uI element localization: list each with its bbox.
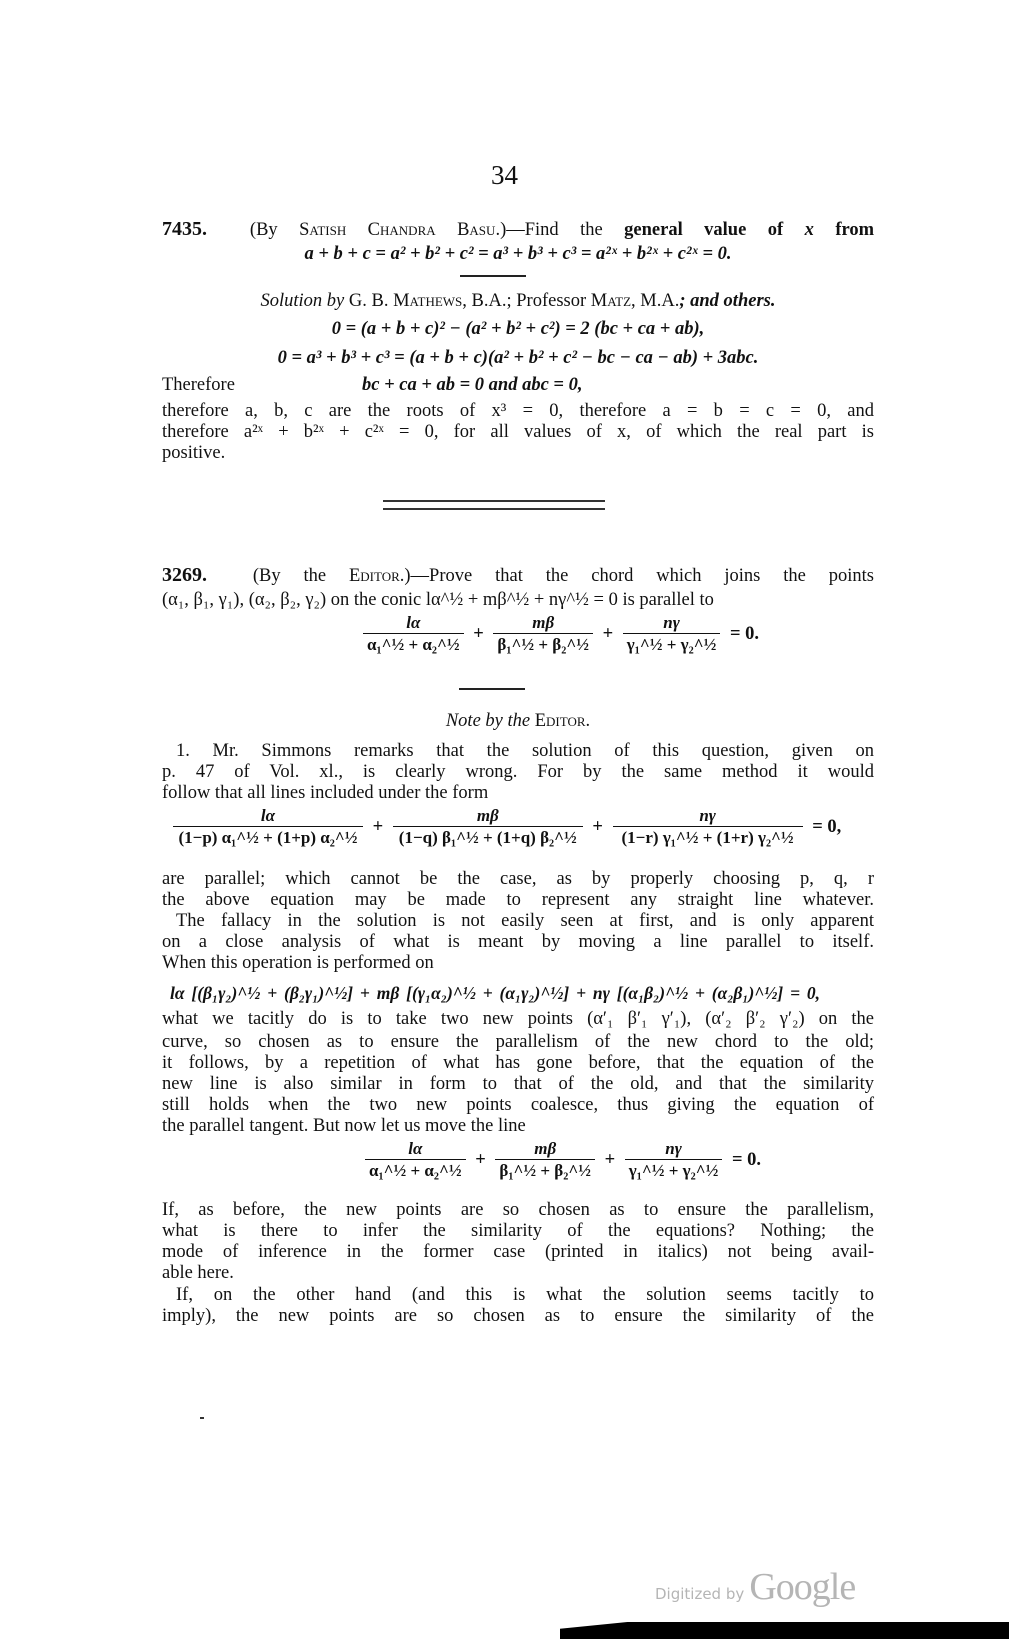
denominator: α₁^½ + α₂^½ xyxy=(365,1159,466,1182)
plus-sign: + xyxy=(475,1150,486,1170)
numerator: lα xyxy=(406,613,421,632)
move-equation xyxy=(362,1139,763,1182)
watermark-prefix: Digitized by xyxy=(655,1585,745,1603)
note-paragraph-line: able here. xyxy=(162,1263,234,1283)
short-divider xyxy=(460,275,526,277)
plus-sign: + xyxy=(592,817,603,837)
numerator: lα xyxy=(260,806,276,825)
note-paragraph-line: it follows, by a repetition of what has gone before, that the equation of the xyxy=(162,1053,874,1073)
digitized-by-google-watermark xyxy=(655,1565,855,1609)
denominator: β₁^½ + β₂^½ xyxy=(495,1159,595,1182)
note-heading xyxy=(162,710,874,732)
fraction-term xyxy=(173,806,363,849)
fraction-term xyxy=(623,613,721,656)
solution-equation-2: 0 = a³ + b³ + c³ = (a + b + c)(a² + b² + c² − bc − ca − ab) + 3abc. xyxy=(277,348,759,368)
denominator: (1−r) γ₁^½ + (1+r) γ₂^½ xyxy=(613,826,803,849)
separator: ; Professor xyxy=(506,291,591,311)
fraction-term xyxy=(493,613,593,656)
fraction-term xyxy=(495,1139,595,1182)
numerator: nγ xyxy=(699,806,716,825)
equals-zero: = 0, xyxy=(812,817,842,837)
from-word: from xyxy=(835,220,875,240)
note-paragraph-line: still holds when the two new points coalesce, thus giving the equation of xyxy=(162,1095,874,1115)
numerator: nγ xyxy=(665,1139,682,1158)
question-number: 7435. xyxy=(162,218,207,240)
solution-heading xyxy=(162,290,874,312)
fraction-term xyxy=(613,806,803,849)
scan-speck xyxy=(200,1417,204,1419)
numerator: mβ xyxy=(532,613,555,632)
denominator: γ₁^½ + γ₂^½ xyxy=(625,1159,723,1182)
short-divider xyxy=(459,688,525,690)
plus-sign: + xyxy=(372,817,384,837)
note-paragraph-line: If, on the other hand (and this is what the solution seems tacitly to xyxy=(176,1285,874,1305)
author-name: Satish Chandra Basu xyxy=(299,220,496,240)
byline-open: (By the xyxy=(252,566,349,586)
plus-sign: + xyxy=(602,624,614,644)
equals-zero: = 0. xyxy=(731,1150,761,1170)
solution-equation-3: bc + ca + ab = 0 and abc = 0, xyxy=(362,375,583,395)
fraction-term xyxy=(363,613,464,656)
note-paragraph-line: the above equation may be made to represent any straight line whatever. xyxy=(162,890,874,910)
note-paragraph-line: p. 47 of Vol. xl., is clearly wrong. For by the same method it would xyxy=(162,762,874,782)
note-paragraph-line: on a close analysis of what is meant by moving a line parallel to itself. xyxy=(162,932,874,952)
note-author: Editor. xyxy=(534,711,591,731)
equals-zero: = 0. xyxy=(729,624,759,644)
note-paragraph-line: The fallacy in the solution is not easily seen at first, and is only apparent xyxy=(176,911,874,931)
question-3269-header xyxy=(162,564,874,587)
fraction-term xyxy=(365,1139,466,1182)
byline-open: (By xyxy=(249,220,300,240)
page-number: 34 xyxy=(491,160,518,190)
plus-sign: + xyxy=(604,1150,616,1170)
variable-x: x xyxy=(804,220,814,240)
fraction-term xyxy=(625,1139,723,1182)
note-paragraph-line: what we tacitly do is to take two new points (α′₁ β′₁ γ′₁), (α′₂ β′₂ γ′₂) on the xyxy=(162,1009,874,1029)
denominator: γ₁^½ + γ₂^½ xyxy=(623,633,721,656)
question-7435-equation: a + b + c = a² + b² + c² = a³ + b³ + c³ = a²ˣ + b²ˣ + c²ˣ = 0. xyxy=(304,244,732,264)
byline-close: .)—Find the xyxy=(495,220,603,240)
author-name: Editor xyxy=(348,566,400,586)
question-3269-line-2: (α₁, β₁, γ₁), (α₂, β₂, γ₂) on the conic lα^½ + mβ^½ + nγ^½ = 0 is parallel to xyxy=(162,590,714,610)
therefore-label: Therefore xyxy=(162,375,235,395)
numerator: nγ xyxy=(663,613,680,632)
solver-name: G. B. Mathews, B.A. xyxy=(348,291,507,311)
and-others: ; and others. xyxy=(679,291,776,311)
note-paragraph-line: are parallel; which cannot be the case, as by properly choosing p, q, r xyxy=(162,869,874,889)
plus-sign: + xyxy=(473,624,484,644)
note-paragraph-line: follow that all lines included under the form xyxy=(162,783,489,803)
solution-equation-1: 0 = (a + b + c)² − (a² + b² + c²) = 2 (bc + ca + ab), xyxy=(331,319,705,339)
fraction-term xyxy=(393,806,583,849)
therefore-line xyxy=(162,374,874,396)
solution-text-line: therefore a²ˣ + b²ˣ + c²ˣ = 0, for all values of x, of which the real part is xyxy=(162,422,874,442)
note-paragraph-line: 1. Mr. Simmons remarks that the solution of this question, given on xyxy=(176,741,874,761)
note-paragraph-line: imply), the new points are so chosen as to ensure the similarity of the xyxy=(162,1306,874,1326)
denominator: β₁^½ + β₂^½ xyxy=(493,633,593,656)
note-paragraph-line: curve, so chosen as to ensure the parallelism of the new chord to the old; xyxy=(162,1032,874,1052)
note-paragraph-line: the parallel tangent. But now let us move the line xyxy=(162,1116,526,1136)
note-paragraph-line: new line is also similar in form to that of the old, and that the similarity xyxy=(162,1074,874,1094)
denominator: (1−p) α₁^½ + (1+p) α₂^½ xyxy=(173,826,363,849)
scan-edge-shadow xyxy=(560,1622,1009,1639)
question-7435-header xyxy=(162,218,874,241)
solution-label: Solution by xyxy=(260,291,345,311)
note-paragraph-line: If, as before, the new points are so chosen as to ensure the parallelism, xyxy=(162,1200,874,1220)
google-logo: Google xyxy=(749,1566,856,1608)
note-paragraph-line: what is there to infer the similarity of the equations? Nothing; the xyxy=(162,1221,874,1241)
numerator: mβ xyxy=(534,1139,557,1158)
denominator: (1−q) β₁^½ + (1+q) β₂^½ xyxy=(393,826,583,849)
note-paragraph-line: mode of inference in the former case (printed in italics) not being avail- xyxy=(162,1242,874,1262)
solution-text-line: positive. xyxy=(162,443,226,463)
form-equation xyxy=(170,806,843,849)
numerator: lα xyxy=(408,1139,423,1158)
numerator: mβ xyxy=(476,806,499,825)
byline-close: .)—Prove that the chord which joins the points xyxy=(399,566,875,586)
bold-phrase: general value of xyxy=(624,220,784,240)
note-label: Note by the xyxy=(445,711,531,731)
denominator: α₁^½ + α₂^½ xyxy=(363,633,464,656)
fraction-equation xyxy=(360,613,761,656)
solver-name: Matz, M.A. xyxy=(590,291,680,311)
question-number: 3269. xyxy=(162,564,207,586)
note-paragraph-line: When this operation is performed on xyxy=(162,953,434,973)
long-equation: lα [(β₁γ₂)^½ + (β₂γ₁)^½] + mβ [(γ₁α₂)^½ + (α₁γ₂)^½] + nγ [(α₁β₂)^½ + (α₂β₁)^½] = 0, xyxy=(170,983,820,1003)
section-divider xyxy=(383,500,605,510)
solution-text-line: therefore a, b, c are the roots of x³ = 0, therefore a = b = c = 0, and xyxy=(162,401,874,421)
